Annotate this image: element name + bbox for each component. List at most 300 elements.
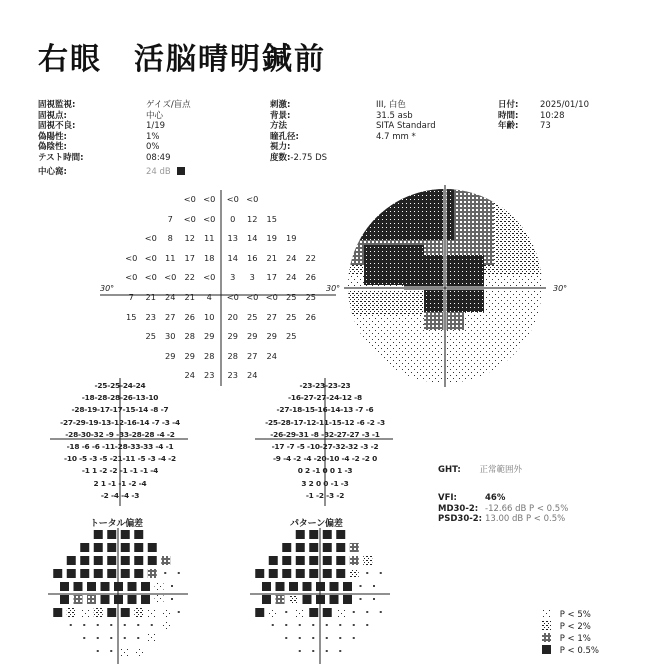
deviation-row: -10 -5 -3 -5 -21-11 -5 -3 -4 -2 [64, 454, 176, 464]
probability-symbol [121, 530, 130, 539]
probability-symbol [326, 637, 328, 639]
threshold-value: <0 [203, 194, 216, 204]
probability-symbol [330, 582, 339, 591]
probability-symbol [128, 582, 137, 591]
probability-symbol [148, 543, 157, 552]
threshold-value: 3 [230, 272, 236, 283]
threshold-value: 15 [126, 311, 137, 322]
info-label: 固視不良: [38, 121, 76, 132]
threshold-value: 24 [286, 272, 297, 283]
probability-symbol [285, 611, 287, 613]
probability-symbol [336, 543, 345, 552]
threshold-value: 16 [247, 252, 258, 263]
probability-symbol [161, 556, 170, 565]
info-label: テスト時間: [38, 152, 84, 163]
probability-symbol [299, 624, 301, 626]
indices-values [485, 493, 568, 525]
info-value: 4.7 mm * [376, 131, 416, 142]
probability-symbol [107, 530, 116, 539]
probability-symbol [171, 585, 173, 587]
info-label: 年齢: [498, 121, 519, 132]
threshold-value: 19 [286, 233, 297, 244]
probability-symbol [380, 611, 382, 613]
info-right-values [540, 100, 589, 132]
threshold-value: 12 [184, 233, 195, 244]
probability-symbol [141, 595, 150, 604]
info-label: 背景: [270, 110, 291, 121]
threshold-value: 25 [286, 311, 297, 322]
index-label: VFI: [438, 493, 457, 503]
info-value: ゲイズ/盲点 [146, 100, 191, 110]
probability-symbol [312, 650, 314, 652]
axis-label-right: 30° [326, 284, 341, 293]
info-value: 0% [146, 142, 160, 153]
probability-symbol [148, 608, 157, 617]
info-right-labels [498, 100, 518, 132]
ght-value: 正常範囲外 [479, 465, 523, 475]
threshold-value: <0 [144, 233, 157, 244]
probability-symbol [272, 624, 274, 626]
threshold-value: 27 [247, 350, 258, 361]
probability-symbol [282, 543, 291, 552]
total-deviation-label: トータル偏差 [90, 519, 143, 529]
probability-symbol [282, 556, 291, 565]
threshold-value: 29 [227, 331, 238, 342]
probability-symbol [303, 582, 312, 591]
probability-symbol [269, 569, 278, 578]
indices-labels [438, 493, 482, 525]
probability-symbol [323, 530, 332, 539]
axis-label-left: 30° [100, 284, 115, 293]
info-label: 方法 [270, 121, 288, 132]
probability-symbol [269, 556, 278, 565]
probability-symbol [107, 556, 116, 565]
deviation-row: -16-27-27-24-12 -8 [288, 393, 362, 403]
index-label: MD30-2: [438, 503, 479, 514]
legend-item: P < 2% [542, 621, 599, 633]
deviation-row: -25-28-17-12-11-15-12 -6 -2 -3 [265, 417, 385, 427]
fovea-value: 24 dB [146, 167, 191, 178]
probability-symbol [303, 595, 312, 604]
probability-symbol [350, 543, 359, 552]
threshold-value: <0 [183, 213, 196, 224]
threshold-value: <0 [203, 213, 216, 224]
probability-symbol [151, 624, 153, 626]
threshold-value: 27 [266, 311, 277, 322]
probability-symbol [353, 611, 355, 613]
probability-symbol [110, 650, 112, 652]
probability-symbol [296, 543, 305, 552]
threshold-value: 25 [286, 292, 297, 302]
probability-symbol [326, 624, 328, 626]
probability-symbol [128, 595, 137, 604]
threshold-value: 3 [249, 272, 255, 283]
deviation-row: -28-19-17-17-15-14 -8 -7 [71, 405, 169, 415]
threshold-value: 17 [184, 252, 195, 263]
threshold-value: 25 [145, 331, 156, 342]
threshold-value: 0 [230, 213, 236, 224]
fovea-marker [177, 167, 185, 175]
probability-symbol [80, 556, 89, 565]
probability-symbol [309, 569, 318, 578]
probability-symbol [178, 611, 180, 613]
ght-label: GHT: [438, 465, 461, 475]
threshold-value: 24 [165, 292, 176, 302]
legend-light-icon [542, 621, 551, 630]
threshold-value: 11 [204, 233, 215, 244]
threshold-value: 7 [167, 213, 173, 224]
probability-symbol [309, 543, 318, 552]
probability-symbol [101, 582, 110, 591]
probability-symbol [336, 569, 345, 578]
threshold-value: <0 [125, 272, 138, 283]
legend-solid-icon [542, 645, 551, 654]
probability-symbol [336, 608, 345, 617]
info-value: 2025/01/10 [540, 100, 589, 110]
threshold-value: 28 [184, 331, 195, 342]
threshold-value: 26 [305, 272, 316, 283]
probability-symbol [101, 595, 110, 604]
probability-symbol [276, 595, 285, 604]
probability-symbol [134, 608, 143, 617]
threshold-value: 10 [204, 311, 215, 322]
probability-symbol [296, 608, 305, 617]
probability-symbol [67, 608, 76, 617]
probability-symbol [107, 543, 116, 552]
probability-symbol [296, 530, 305, 539]
probability-symbol [148, 634, 157, 643]
deviation-row: -27-29-19-13-12-16-14 -7 -3 -4 [60, 417, 180, 427]
probability-symbol [366, 624, 368, 626]
probability-symbol [380, 572, 382, 574]
probability-symbol [94, 556, 103, 565]
probability-symbol [255, 608, 264, 617]
probability-symbol [97, 637, 99, 639]
threshold-value: 25 [305, 292, 316, 302]
threshold-value: <0 [144, 272, 157, 283]
threshold-value: 19 [266, 233, 277, 244]
probability-symbol [80, 543, 89, 552]
threshold-value: 17 [266, 272, 277, 283]
probability-symbol [312, 624, 314, 626]
threshold-value: <0 [265, 292, 278, 302]
pattern-deviation-label: パターン偏差 [290, 519, 343, 529]
probability-symbol [330, 595, 339, 604]
info-value: 1/19 [146, 121, 166, 132]
probability-symbol [164, 572, 166, 574]
threshold-value: 18 [204, 252, 215, 263]
probability-symbol [323, 608, 332, 617]
threshold-value: 14 [247, 233, 258, 244]
info-value: 中心 [146, 110, 164, 121]
threshold-value: 25 [286, 331, 297, 342]
total-deviation-axes [50, 378, 190, 508]
probability-symbol [262, 595, 271, 604]
threshold-value: 21 [266, 252, 277, 263]
threshold-value: 15 [266, 213, 277, 224]
probability-symbol [289, 595, 298, 604]
threshold-value: 21 [184, 292, 195, 302]
threshold-value: 29 [266, 331, 277, 342]
legend [542, 609, 599, 657]
deviation-row: -9 -4 -2 -4 -20-10 -4 -2 -2 0 [272, 454, 378, 464]
threshold-value: 24 [184, 370, 195, 381]
legend-item: P < 5% [542, 609, 599, 621]
info-value: 73 [540, 121, 551, 132]
probability-symbol [107, 569, 116, 578]
deviation-row: -1 -2 -3 -2 [305, 490, 345, 500]
probability-symbol [312, 637, 314, 639]
probability-symbol [339, 650, 341, 652]
index-value: -12.66 dB P < 0.5% [485, 503, 569, 514]
threshold-value: 4 [206, 292, 212, 302]
deviation-row: 0 2 -1 0 0 1 -3 [297, 466, 353, 476]
info-label: 度数:-2.75 DS [270, 152, 328, 163]
grayscale-map [344, 185, 546, 387]
probability-symbol [134, 556, 143, 565]
probability-symbol [121, 608, 130, 617]
page-title: 右眼 活脳晴明鍼前 [38, 42, 326, 77]
info-value: III, 白色 [376, 100, 406, 110]
probability-symbol [350, 569, 359, 578]
probability-symbol [343, 595, 352, 604]
info-label: 視力: [270, 142, 291, 153]
threshold-value: 22 [305, 252, 316, 263]
probability-symbol [148, 569, 157, 578]
probability-symbol [262, 582, 271, 591]
threshold-value: 29 [204, 331, 215, 342]
legend-item: P < 0.5% [542, 645, 599, 657]
probability-symbol [309, 556, 318, 565]
probability-symbol [373, 585, 375, 587]
deviation-row: -23-23-23-23 [299, 381, 351, 390]
deviation-row: 3 2 0 0 -1 -3 [301, 478, 349, 488]
probability-symbol [121, 556, 130, 565]
probability-symbol [353, 637, 355, 639]
probability-symbol [134, 569, 143, 578]
threshold-value: 13 [227, 233, 238, 244]
probability-symbol [83, 624, 85, 626]
info-left-values [146, 100, 191, 177]
probability-symbol [296, 556, 305, 565]
probability-symbol [80, 569, 89, 578]
probability-symbol [87, 595, 96, 604]
probability-symbol [67, 556, 76, 565]
probability-symbol [94, 608, 103, 617]
probability-symbol [110, 637, 112, 639]
deviation-row: -18-28-28-26-13-10 [81, 393, 159, 403]
threshold-value: <0 [125, 252, 138, 263]
probability-symbol [269, 608, 278, 617]
probability-symbol [343, 582, 352, 591]
threshold-value: 20 [227, 311, 238, 322]
threshold-value: 30 [165, 331, 176, 342]
probability-symbol [94, 569, 103, 578]
legend-item: P < 1% [542, 633, 599, 645]
info-value: 10:28 [540, 110, 565, 121]
probability-symbol [155, 582, 164, 591]
probability-symbol [309, 608, 318, 617]
probability-symbol [148, 556, 157, 565]
probability-symbol [161, 608, 170, 617]
threshold-value: 14 [227, 252, 238, 263]
probability-symbol [97, 624, 99, 626]
probability-symbol [353, 624, 355, 626]
threshold-value: <0 [226, 194, 239, 204]
threshold-value: 11 [165, 252, 176, 263]
probability-symbol [155, 595, 164, 604]
probability-symbol [121, 569, 130, 578]
info-label: 固視監視: [38, 100, 76, 110]
probability-symbol [350, 556, 359, 565]
threshold-value: <0 [203, 272, 216, 283]
info-value: 08:49 [146, 152, 171, 163]
threshold-value: 24 [266, 350, 277, 361]
info-value: SITA Standard [376, 121, 436, 132]
probability-symbol [360, 585, 362, 587]
probability-symbol [323, 543, 332, 552]
threshold-value: <0 [246, 194, 259, 204]
info-mid-values [376, 100, 436, 142]
probability-symbol [134, 543, 143, 552]
probability-symbol [255, 569, 264, 578]
info-label: 中心窩: [38, 166, 67, 177]
info-label: 時間: [498, 110, 519, 121]
axis-label-grayscale: 30° [553, 284, 568, 293]
info-value: 1% [146, 131, 160, 142]
probability-symbol [137, 624, 139, 626]
legend-medium-icon [542, 633, 551, 642]
legend-dots-icon [542, 609, 551, 618]
probability-symbol [366, 572, 368, 574]
index-value: 13.00 dB P < 0.5% [485, 514, 566, 525]
threshold-value: <0 [183, 194, 196, 204]
probability-symbol [323, 569, 332, 578]
probability-symbol [74, 582, 83, 591]
threshold-value: 28 [227, 350, 238, 361]
ght-row [438, 465, 522, 476]
probability-symbol [110, 624, 112, 626]
probability-symbol [134, 530, 143, 539]
deviation-row: -26-29-31 -8 -32-27-27 -3 -1 [270, 429, 380, 439]
info-label: 偽陰性: [38, 142, 67, 153]
index-label: PSD30-2: [438, 514, 483, 525]
probability-symbol [285, 624, 287, 626]
info-mid-labels [270, 100, 327, 164]
threshold-value: 8 [167, 233, 173, 244]
probability-symbol [97, 650, 99, 652]
probability-symbol [87, 582, 96, 591]
probability-symbol [161, 621, 170, 630]
probability-symbol [141, 582, 150, 591]
probability-symbol [363, 556, 372, 565]
threshold-value: 23 [145, 311, 156, 322]
threshold-value: <0 [164, 272, 177, 283]
threshold-value: 29 [165, 350, 176, 361]
probability-symbol [124, 637, 126, 639]
probability-symbol [121, 647, 130, 656]
threshold-value: 24 [247, 370, 258, 381]
probability-symbol [53, 569, 62, 578]
info-label: 日付: [498, 100, 519, 110]
threshold-value: 21 [145, 292, 156, 302]
probability-symbol [80, 608, 89, 617]
deviation-row: -28-30-32 -9 -33-28-28 -4 -2 [65, 429, 175, 439]
info-label: 偽陽性: [38, 131, 67, 142]
threshold-value: 23 [227, 370, 238, 381]
probability-symbol [373, 598, 375, 600]
probability-symbol [299, 650, 301, 652]
probability-symbol [53, 608, 62, 617]
probability-symbol [282, 569, 291, 578]
threshold-value: 29 [247, 331, 258, 342]
threshold-value: <0 [246, 292, 259, 302]
deviation-row: -2 -4 -4 -3 [100, 490, 140, 500]
threshold-value: 28 [204, 350, 215, 361]
deviation-row: -1 1 -2 -2 -1 -1 -1 -4 [81, 466, 159, 476]
total-deviation-probability-plot [48, 528, 193, 668]
probability-symbol [124, 624, 126, 626]
pattern-deviation-axes [255, 378, 395, 508]
pattern-deviation-probability-plot [250, 528, 395, 668]
probability-symbol [366, 611, 368, 613]
probability-symbol [336, 556, 345, 565]
info-value: 31.5 asb [376, 110, 413, 121]
probability-symbol [339, 624, 341, 626]
probability-symbol [107, 608, 116, 617]
probability-symbol [67, 569, 76, 578]
probability-symbol [70, 624, 72, 626]
probability-symbol [178, 572, 180, 574]
threshold-value: 29 [184, 350, 195, 361]
threshold-value: 24 [286, 252, 297, 263]
threshold-value: 22 [184, 272, 195, 283]
threshold-value: 27 [165, 311, 176, 322]
probability-symbol [296, 569, 305, 578]
probability-symbol [336, 530, 345, 539]
threshold-value: 26 [305, 311, 316, 322]
probability-symbol [74, 595, 83, 604]
probability-symbol [137, 637, 139, 639]
probability-symbol [360, 598, 362, 600]
probability-symbol [94, 543, 103, 552]
threshold-value: <0 [226, 292, 239, 302]
probability-symbol [60, 595, 69, 604]
deviation-row: -27-18-15-16-14-13 -7 -6 [276, 405, 374, 415]
probability-symbol [83, 637, 85, 639]
index-value: 46% [485, 493, 506, 503]
deviation-row: -17 -7 -5 -10-27-32-32 -3 -2 [271, 441, 379, 451]
deviation-row: 2 1 -1 -1 -2 -4 [93, 478, 147, 488]
probability-symbol [285, 637, 287, 639]
info-label: 瞳孔径: [270, 131, 299, 142]
probability-symbol [134, 647, 143, 656]
info-label: 固視点: [38, 110, 67, 121]
probability-symbol [323, 556, 332, 565]
threshold-value: 25 [247, 311, 258, 322]
probability-symbol [339, 637, 341, 639]
probability-symbol [94, 530, 103, 539]
probability-symbol [276, 582, 285, 591]
probability-symbol [326, 650, 328, 652]
probability-symbol [299, 637, 301, 639]
threshold-value: <0 [144, 252, 157, 263]
probability-symbol [289, 582, 298, 591]
info-left-labels [38, 100, 84, 177]
threshold-value: 12 [247, 213, 258, 224]
deviation-row: -18 -6 -6 -11-28-33-33 -4 -1 [66, 441, 174, 451]
probability-symbol [60, 582, 69, 591]
